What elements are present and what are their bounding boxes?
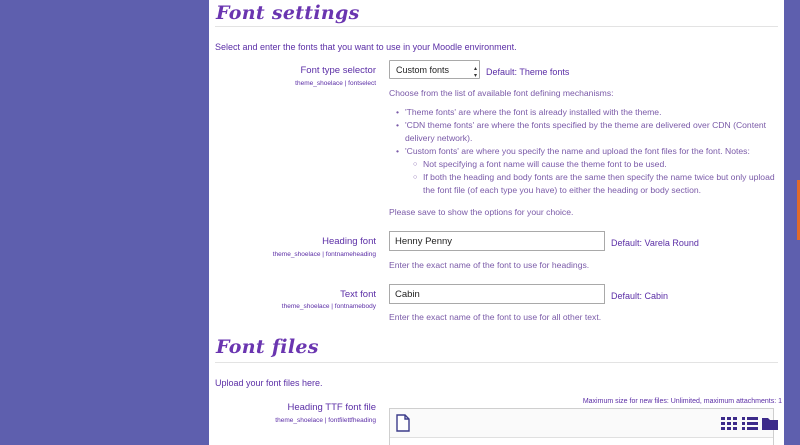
font-settings-description: Select and enter the fonts that you want to use in your Moodle environment. xyxy=(215,42,517,52)
heading-font-input[interactable]: Henny Penny xyxy=(389,231,605,251)
list-item xyxy=(405,145,775,197)
text-font-help: Enter the exact name of the font to use for all other text. xyxy=(389,312,602,322)
list-item: ○ If both the heading and body fonts are the same then specify the name twice but only upload the font file (of each type you have) to either the heading or body section. xyxy=(423,171,775,197)
text-font-label: Text font xyxy=(340,289,376,300)
list-item: ○ Not specifying a font name will cause the theme font to be used. xyxy=(423,158,775,171)
list-item: • 'CDN theme fonts' are where the fonts specified by the theme are delivered over CDN (Content delivery network). xyxy=(405,119,775,145)
file-picker[interactable] xyxy=(389,408,774,445)
font-type-select[interactable] xyxy=(389,60,480,79)
heading-font-setting-name: theme_shoelace | fontnameheading xyxy=(272,251,376,258)
heading-font-default: Default: Varela Round xyxy=(611,238,699,248)
heading-font-help: Enter the exact name of the font to use for headings. xyxy=(389,260,590,270)
divider xyxy=(215,362,778,363)
page-edge xyxy=(784,0,792,445)
text-font-setting-name: theme_shoelace | fontnamebody xyxy=(281,303,376,310)
font-files-heading: Font files xyxy=(216,336,319,358)
folder-view-icon[interactable] xyxy=(762,416,778,435)
font-type-default: Default: Theme fonts xyxy=(486,67,570,77)
heading-font-label: Heading font xyxy=(322,236,376,247)
list-view-icon[interactable] xyxy=(742,417,758,436)
notes-list xyxy=(423,158,775,197)
text-font-default: Default: Cabin xyxy=(611,291,669,301)
heading-ttf-label: Heading TTF font file xyxy=(287,402,376,413)
settings-panel xyxy=(209,0,792,445)
font-type-save-note: Please save to show the options for your choice. xyxy=(389,207,574,217)
file-picker-toolbar xyxy=(390,409,773,438)
font-type-selected-value: Custom fonts xyxy=(396,65,450,75)
font-type-label: Font type selector xyxy=(300,65,376,76)
select-arrows-icon: ▴ ▾ xyxy=(473,66,477,79)
list-item-text: 'Custom fonts' are where you specify the name and upload the font files for the font. Notes: xyxy=(405,146,750,156)
text-font-input[interactable]: Cabin xyxy=(389,284,605,304)
font-settings-heading: Font settings xyxy=(216,2,360,24)
list-item: • 'Theme fonts' are where the font is already installed with the theme. xyxy=(405,106,775,119)
font-type-setting-name: theme_shoelace | fontselect xyxy=(295,80,376,87)
font-type-options-list xyxy=(405,106,775,197)
grid-view-icon[interactable] xyxy=(721,417,737,436)
font-files-description: Upload your font files here. xyxy=(215,378,323,388)
add-file-icon[interactable] xyxy=(396,414,410,437)
divider xyxy=(215,26,778,27)
heading-ttf-setting-name: theme_shoelace | fontfilettfheading xyxy=(275,417,376,424)
font-type-help-intro: Choose from the list of available font defining mechanisms: xyxy=(389,88,614,98)
max-size-note: Maximum size for new files: Unlimited, maximum attachments: 1 xyxy=(582,398,782,405)
